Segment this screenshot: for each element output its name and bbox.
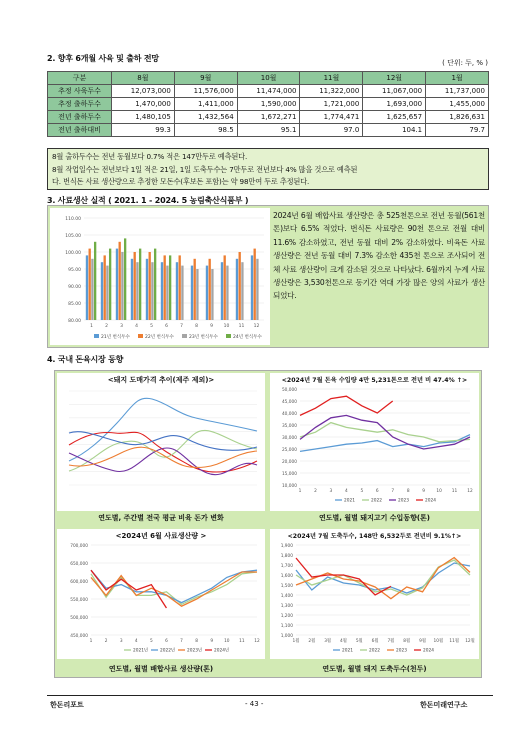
bar — [104, 255, 106, 320]
bar — [211, 269, 213, 320]
x-tick-label: 11월 — [449, 639, 459, 644]
y-tick-label: 30,000 — [281, 436, 297, 441]
x-tick-label: 2월 — [308, 639, 316, 644]
bar — [139, 249, 141, 320]
legend-label: 21년 번식두수 — [101, 335, 130, 340]
x-tick-label: 9 — [422, 489, 426, 494]
table-cell: 1,826,631 — [426, 111, 489, 124]
bar — [251, 255, 253, 320]
legend-label: 2022 — [371, 498, 382, 504]
bar — [91, 259, 93, 320]
y-tick-label: 550,000 — [70, 598, 88, 603]
table-cell: 11,576,000 — [174, 85, 237, 98]
bar — [89, 249, 91, 320]
y-tick-label: 105.00 — [65, 234, 81, 239]
x-tick-label: 12 — [253, 324, 260, 329]
legend-label: 2024년 — [214, 648, 230, 654]
bar — [239, 252, 241, 320]
legend-label: 2021 — [344, 498, 355, 504]
series-line — [296, 558, 470, 599]
price-chart — [57, 373, 265, 511]
bar — [136, 262, 138, 320]
x-tick-label: 3월 — [324, 639, 332, 644]
x-tick-label: 9 — [210, 639, 214, 644]
footer-divider — [47, 695, 493, 696]
slaughter-chart-title: <2024년 7월 도축두수, 148만 6,532두로 전년비 9.1%↑> — [287, 533, 462, 540]
bar — [254, 249, 256, 320]
table-header-cell: 1월 — [426, 72, 489, 85]
section4-title: 4. 국내 돈육시장 동향 — [47, 355, 124, 364]
x-tick-label: 3 — [329, 489, 333, 494]
x-tick-label: 6 — [375, 489, 379, 494]
footer-right: 한돈미래연구소 — [420, 701, 468, 709]
table-cell: 11,322,000 — [300, 85, 363, 98]
x-tick-label: 3 — [119, 639, 123, 644]
table-cell: 1,470,000 — [112, 98, 175, 111]
bar — [94, 242, 96, 320]
legend-label: 2022 — [369, 648, 380, 654]
table-cell: 11,474,000 — [237, 85, 300, 98]
slaughter-chart-svg — [270, 529, 479, 659]
y-tick-label: 20,000 — [281, 460, 297, 465]
bar — [106, 266, 108, 320]
table-header-cell: 11월 — [300, 72, 363, 85]
x-tick-label: 6 — [165, 639, 168, 644]
bar — [166, 266, 168, 320]
y-tick-label: 85.00 — [68, 302, 81, 307]
feed-bar-chart-svg — [50, 208, 270, 345]
legend-label: 24년 번식두수 — [233, 335, 262, 340]
table-cell: 1,693,000 — [363, 98, 426, 111]
x-tick-label: 2 — [105, 324, 108, 329]
legend-label: 22년 번식두수 — [145, 335, 174, 340]
note-line: 8월 작업일수는 전년보다 1일 적은 21일, 1일 도축두수는 7만두로 전년보다 4% 많을 것으로 예측된 — [52, 164, 358, 174]
table-header-cell: 12월 — [363, 72, 426, 85]
bar — [124, 238, 126, 320]
x-tick-label: 9월 — [419, 639, 426, 644]
x-tick-label: 7 — [391, 489, 395, 494]
x-tick-label: 10 — [436, 489, 442, 494]
x-tick-label: 6 — [165, 324, 168, 329]
feed-line-chart-caption: 연도별, 월별 배합사료 생산량(톤) — [108, 665, 214, 673]
legend-swatch — [182, 334, 187, 338]
legend-label: 23년 번식두수 — [189, 335, 218, 340]
series-line — [300, 423, 470, 442]
table-cell: 1,590,000 — [237, 98, 300, 111]
x-tick-label: 4 — [344, 489, 348, 494]
bar — [149, 252, 151, 320]
y-tick-label: 450,000 — [70, 634, 88, 639]
feed-line-chart — [57, 529, 265, 659]
table-cell: 12,073,000 — [112, 85, 175, 98]
series-line — [69, 432, 257, 451]
bar — [206, 266, 208, 320]
table-header-cell: 구분 — [48, 72, 112, 85]
x-tick-label: 1 — [298, 489, 302, 494]
table-cell: 1,455,000 — [426, 98, 489, 111]
x-tick-label: 2 — [104, 639, 108, 644]
table-cell: 97.0 — [300, 124, 363, 137]
x-tick-label: 2 — [314, 489, 317, 494]
feed-line-chart-title: <2024년 6월 사료생산량 > — [115, 532, 207, 540]
price-chart-svg — [57, 373, 265, 511]
price-chart-title: <돼지 도매가격 추이(제주 제외)> — [107, 376, 215, 384]
table-row — [48, 98, 489, 111]
y-tick-label: 10,000 — [281, 484, 297, 489]
bar — [101, 262, 103, 320]
legend-label: 2023 — [396, 648, 407, 654]
table-header-cell: 8월 — [112, 72, 175, 85]
bar — [241, 262, 243, 320]
unit-label: ( 단위: 두, % ) — [442, 59, 488, 67]
table-cell: 1,411,000 — [174, 98, 237, 111]
table-cell: 11,737,000 — [426, 85, 489, 98]
x-tick-label: 11 — [239, 639, 245, 644]
y-tick-label: 90.00 — [68, 285, 81, 290]
bar — [256, 259, 258, 320]
x-tick-label: 4월 — [340, 639, 347, 644]
x-tick-label: 10 — [223, 324, 230, 329]
bar — [119, 242, 121, 320]
legend-label: 2023 — [398, 498, 409, 504]
x-tick-label: 8 — [406, 489, 410, 494]
bar — [161, 262, 163, 320]
x-tick-label: 4 — [134, 639, 138, 644]
x-tick-label: 6월 — [371, 639, 379, 644]
y-tick-label: 1,700 — [280, 564, 293, 569]
bar — [224, 255, 226, 320]
table-cell: 1,432,564 — [174, 111, 237, 124]
forecast-note — [47, 148, 489, 190]
row-label: 추정 사육두수 — [48, 85, 112, 98]
note-line: 8월 출하두수는 전년 동월보다 0.7% 적은 147만두로 예측된다. — [52, 152, 248, 161]
table-cell: 79.7 — [426, 124, 489, 137]
x-tick-label: 8 — [195, 324, 198, 329]
note-line: 다. 번식돈 사료 생산량으로 추정한 모돈수(후보돈 포함)는 약 98만여 두로 추정된다. — [52, 177, 310, 186]
table-header-row — [48, 72, 489, 85]
bar — [134, 252, 136, 320]
feed-bar-chart — [50, 208, 270, 345]
series-line — [91, 570, 166, 608]
x-tick-label: 11 — [238, 324, 245, 329]
legend-swatch — [94, 334, 99, 338]
table-row — [48, 111, 489, 124]
y-tick-label: 110.00 — [65, 217, 81, 222]
bar — [169, 255, 171, 320]
price-chart-caption: 연도별, 주간별 전국 평균 비육 돈가 변화 — [98, 514, 224, 522]
table-cell: 1,721,000 — [300, 98, 363, 111]
x-tick-label: 3 — [120, 324, 123, 329]
bar — [164, 255, 166, 320]
x-tick-label: 7 — [180, 639, 183, 644]
bar — [146, 259, 148, 320]
row-label: 전년 출하대비 — [48, 124, 112, 137]
series-line — [69, 398, 257, 461]
legend-swatch — [226, 334, 231, 338]
slaughter-chart-caption: 연도별, 월별 돼지 도축두수(천두) — [322, 665, 427, 673]
x-tick-label: 5 — [150, 324, 153, 329]
legend-label: 2024 — [425, 498, 436, 504]
x-tick-label: 12 — [254, 639, 260, 644]
bar — [86, 255, 88, 320]
x-tick-label: 5 — [149, 639, 153, 644]
legend-label: 2021년 — [133, 648, 149, 654]
x-tick-label: 10월 — [433, 639, 444, 644]
y-tick-label: 100.00 — [65, 251, 81, 256]
bar — [179, 255, 181, 320]
bar — [226, 266, 228, 320]
table-cell: 98.5 — [174, 124, 237, 137]
series-line — [91, 572, 257, 606]
y-tick-label: 1,500 — [280, 584, 293, 589]
y-tick-label: 1,100 — [280, 624, 293, 629]
x-tick-label: 8월 — [403, 639, 411, 644]
bar — [109, 249, 111, 320]
x-tick-label: 1 — [89, 639, 93, 644]
table-cell: 1,672,271 — [237, 111, 300, 124]
table-header-cell: 10월 — [237, 72, 300, 85]
y-tick-label: 25,000 — [281, 448, 297, 453]
x-tick-label: 1 — [90, 324, 93, 329]
bar — [209, 259, 211, 320]
x-tick-label: 12 — [467, 489, 473, 494]
table-cell: 11,067,000 — [363, 85, 426, 98]
x-tick-label: 9 — [210, 324, 213, 329]
y-tick-label: 1,900 — [280, 544, 293, 549]
table-row — [48, 124, 489, 137]
bar — [151, 262, 153, 320]
bar — [154, 249, 156, 320]
legend-swatch — [138, 334, 143, 338]
table-cell: 1,774,471 — [300, 111, 363, 124]
x-tick-label: 7 — [180, 324, 183, 329]
page-number: - 43 - — [245, 700, 264, 708]
bar — [194, 259, 196, 320]
bar — [181, 266, 183, 320]
x-tick-label: 11 — [451, 489, 458, 494]
table-header-cell: 9월 — [174, 72, 237, 85]
bar — [116, 249, 118, 320]
bar — [196, 269, 198, 320]
x-tick-label: 1월 — [292, 639, 300, 644]
y-tick-label: 45,000 — [281, 400, 297, 405]
bar — [191, 266, 193, 320]
legend-label: 2021 — [342, 648, 353, 654]
x-tick-label: 7월 — [387, 639, 395, 644]
table-cell: 104.1 — [363, 124, 426, 137]
section3-title: 3. 사료생산 실적 ( 2021. 1 - 2024. 5 농림축산식품부 ) — [47, 196, 249, 205]
row-label: 전년 출하두수 — [48, 111, 112, 124]
slaughter-chart — [270, 529, 479, 659]
footer-left: 한돈리포트 — [50, 701, 84, 709]
y-tick-label: 1,000 — [280, 634, 293, 639]
forecast-table — [47, 71, 489, 137]
legend-label: 2024 — [423, 648, 434, 654]
y-tick-label: 1,600 — [280, 574, 293, 579]
bar — [236, 259, 238, 320]
y-tick-label: 95.00 — [68, 268, 81, 273]
table-cell: 95.1 — [237, 124, 300, 137]
legend-label: 2023년 — [187, 648, 203, 654]
x-tick-label: 8 — [195, 639, 199, 644]
table-cell: 1,625,657 — [363, 111, 426, 124]
x-tick-label: 12월 — [465, 639, 475, 644]
y-tick-label: 35,000 — [281, 424, 297, 429]
series-line — [69, 448, 257, 475]
x-tick-label: 10 — [224, 639, 230, 644]
y-tick-label: 1,800 — [280, 554, 293, 559]
y-tick-label: 80.00 — [68, 319, 81, 324]
table-row — [48, 85, 489, 98]
y-tick-label: 50,000 — [281, 388, 297, 393]
y-tick-label: 1,200 — [280, 614, 293, 619]
import-chart-title: <2024년 7월 돈육 수입량 4만 5,231톤으로 전년 비 47.4% ↑> — [281, 377, 468, 384]
row-label: 추정 출하두수 — [48, 98, 112, 111]
bar — [176, 262, 178, 320]
y-tick-label: 40,000 — [281, 412, 297, 417]
table-cell: 1,480,105 — [112, 111, 175, 124]
y-tick-label: 1,400 — [280, 594, 293, 599]
x-tick-label: 4 — [135, 324, 138, 329]
import-chart-svg — [270, 373, 479, 511]
legend-label: 2022년 — [160, 648, 176, 654]
y-tick-label: 700,000 — [70, 544, 88, 549]
series-line — [300, 396, 393, 415]
y-tick-label: 1,300 — [280, 604, 293, 609]
y-tick-label: 15,000 — [281, 472, 297, 477]
bar — [131, 259, 133, 320]
x-tick-label: 5 — [360, 489, 364, 494]
bar — [121, 252, 123, 320]
feed-paragraph: 2024년 6월 배합사료 생산량은 총 525천톤으로 전년 동월(561천 톤)보다 6.5% 적었다. 번식돈 사료량은 90천 톤으로 전월 대비 11.6% 감소하였고, 전년 동월 대비 2% 감소하였다. 비육돈 사료 생산량은 전년 동월 대비 7.3% 감소한 435천 톤으로 조사되어 전체 사료 생산량이 크게 감소된 것으로 나타났다. 6월까지 누계 사료 생산량은 3,530천톤으로 동기간 역대 가장 많은 양의 사료가 생산되었다. — [273, 211, 485, 301]
section2-title: 2. 향후 6개월 사육 및 출하 전망 — [47, 54, 159, 63]
import-chart — [270, 373, 479, 511]
y-tick-label: 500,000 — [70, 616, 88, 621]
import-chart-caption: 연도별, 월별 돼지고기 수입동향(톤) — [318, 514, 431, 522]
table-cell: 99.3 — [112, 124, 175, 137]
y-tick-label: 650,000 — [70, 562, 88, 567]
x-tick-label: 5월 — [355, 639, 363, 644]
y-tick-label: 600,000 — [70, 580, 88, 585]
series-line — [296, 563, 470, 593]
feed-line-chart-svg — [57, 529, 265, 659]
bar — [221, 262, 223, 320]
